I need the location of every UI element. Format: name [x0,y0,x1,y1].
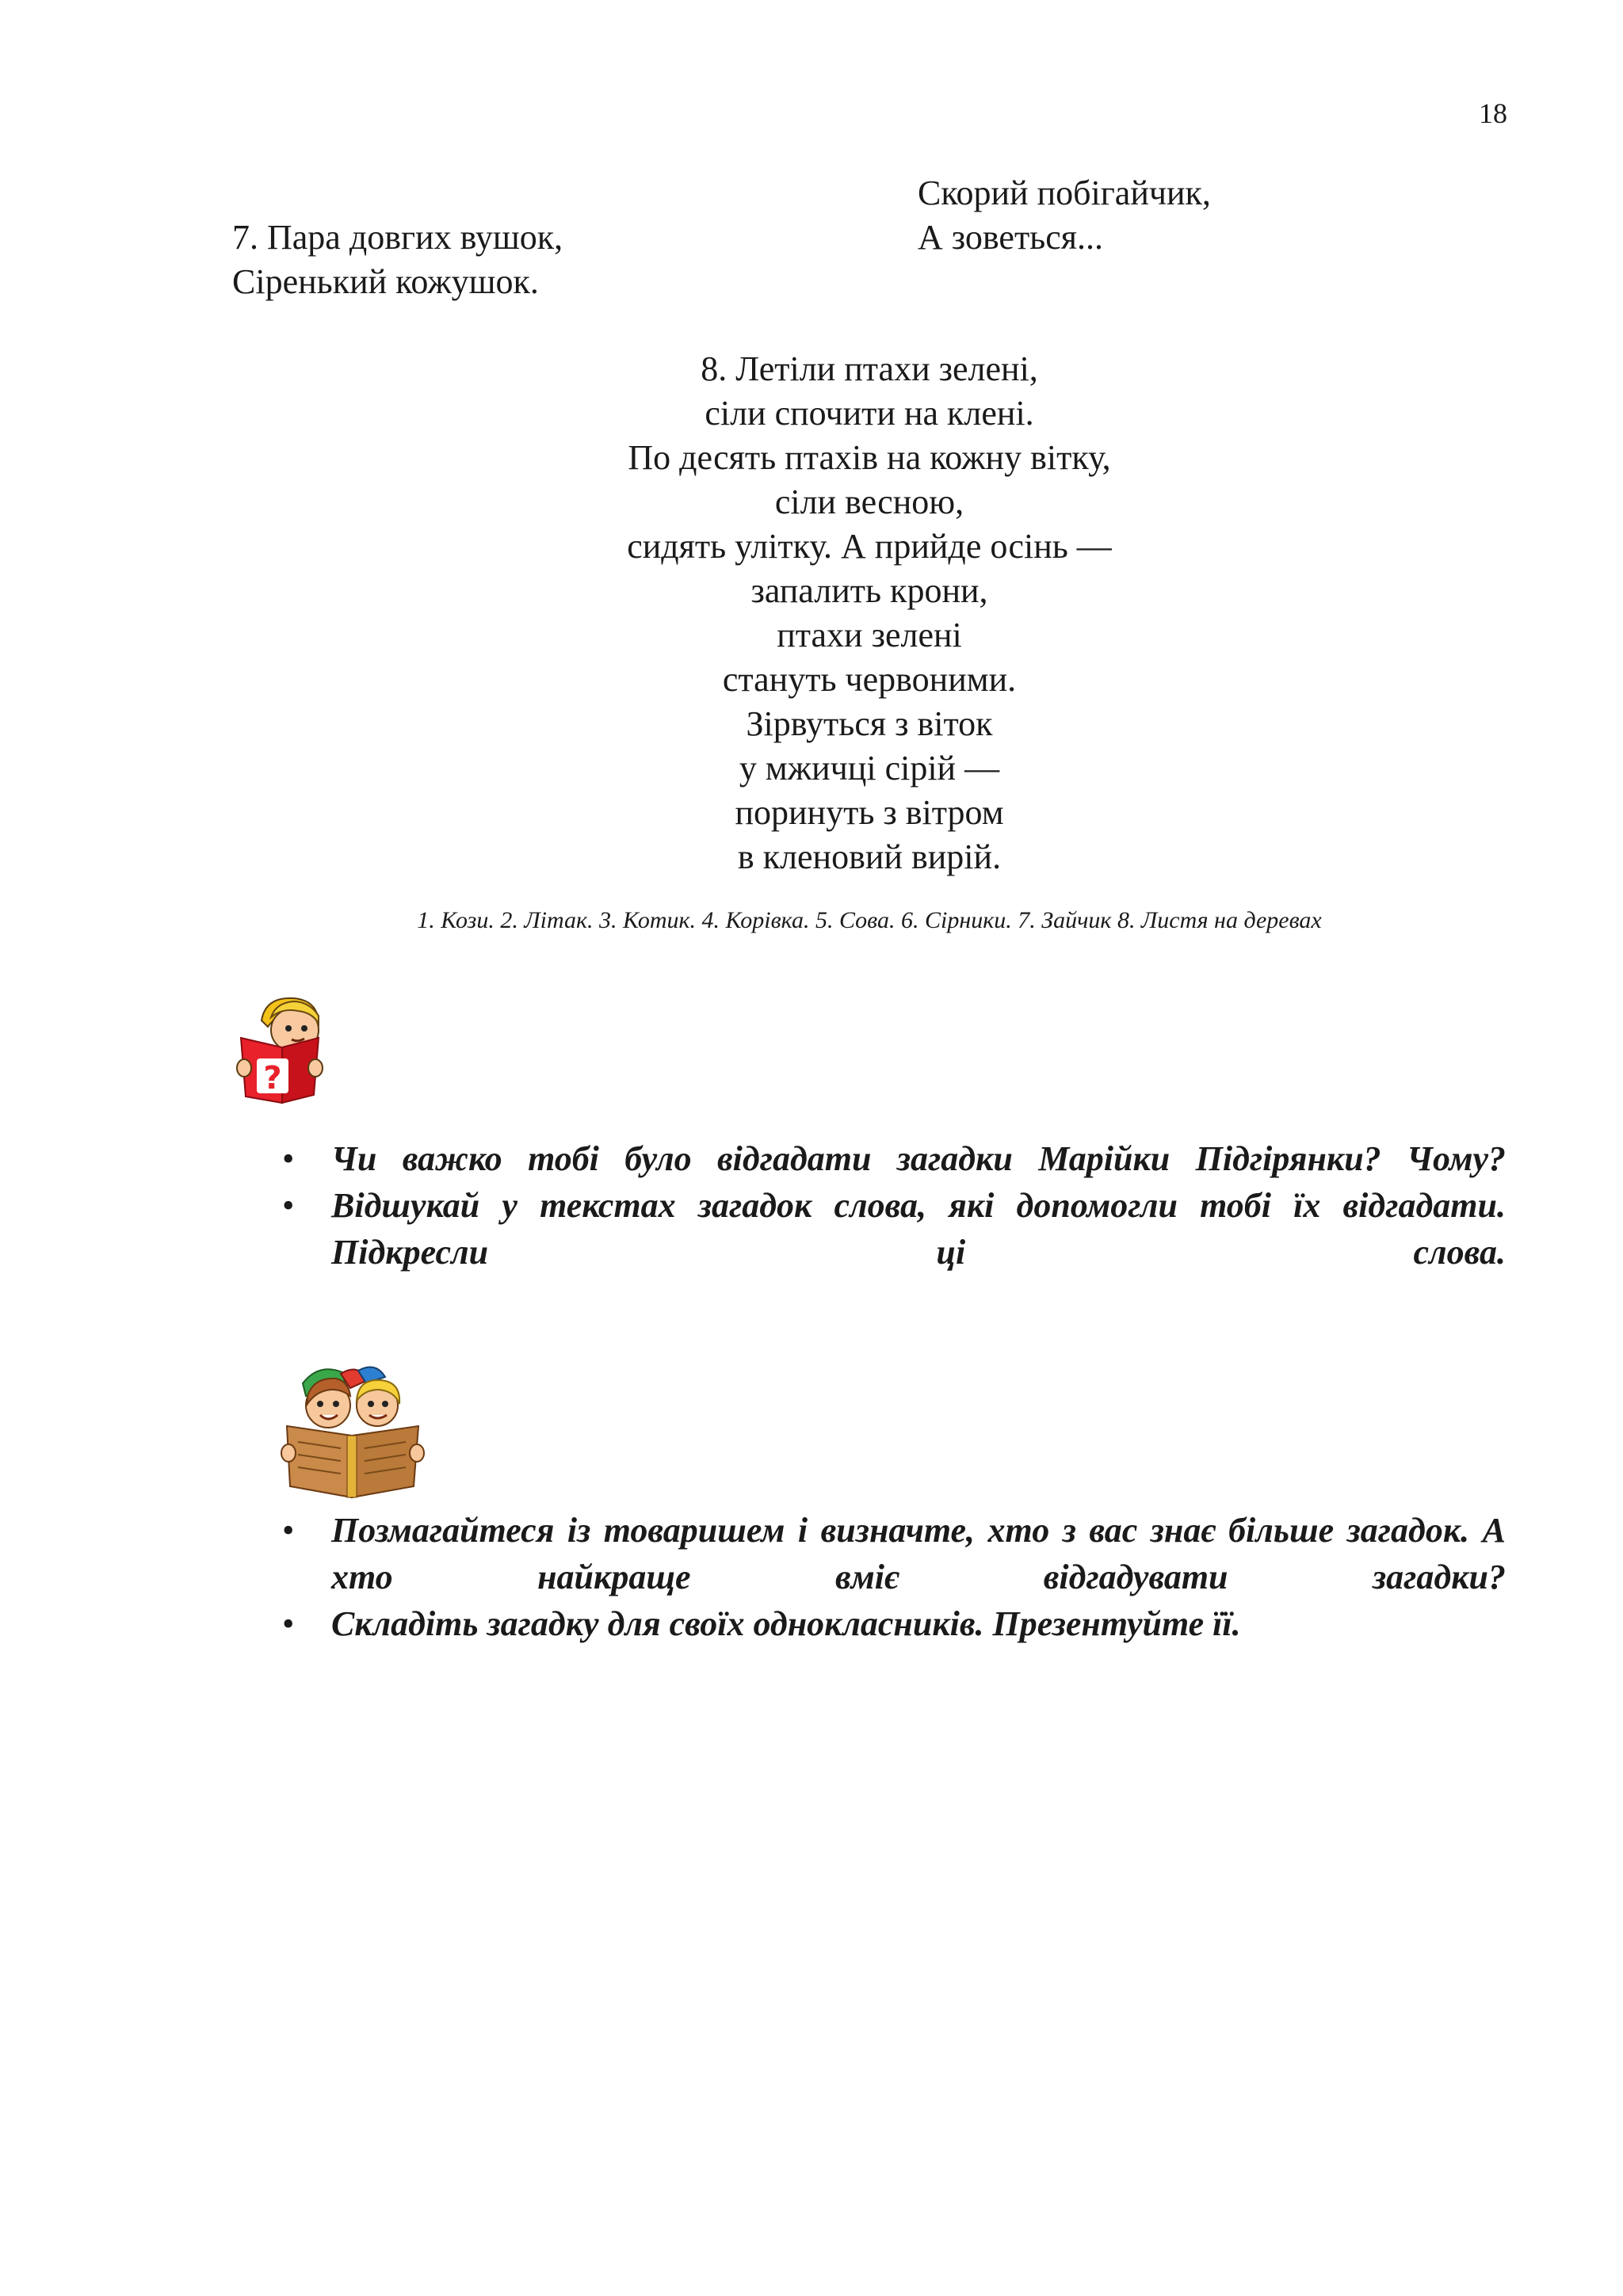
poem-line: запалить крони, [750,571,988,610]
bullet: • [282,1604,295,1643]
task-item [269,1182,1506,1276]
poem-line: сіли спочити на клені. [705,394,1034,433]
riddle-7-continuation [918,171,1211,260]
poem-line: Сіренький кожушок. [232,262,539,301]
task-list-2 [269,1507,1506,1647]
poem-line: 8. Летіли птахи зелені, [701,349,1038,388]
poem-line: поринуть з вітром [735,793,1004,832]
task-list-1 [269,1135,1506,1276]
riddle-answers: 1. Кози. 2. Літак. 3. Котик. 4. Корівка. 5. Сова. 6. Сірники. 7. Зайчик 8. Листя на деревах [417,907,1322,933]
task-item [269,1600,1506,1647]
poem-line: Скорий побігайчик, [918,174,1211,212]
poem-line: стануть червоними. [722,660,1017,699]
poem-line: Зірвуться з віток [746,704,993,743]
task-text: Чи важко тобі було відгадати загадки Марійки Підгірянки? Чому? [331,1139,1506,1178]
poem-line: у мжичці сірій — [739,749,1000,788]
task-text: Позмагайтеся із товаришем і визначте, хто з вас знає більше загадок. А хто найкраще вміє відгадувати загадки? [331,1511,1506,1596]
page-number: 18 [1479,97,1507,129]
task-text: Відшукай у текстах загадок слова, які допомогли тобі їх відгадати. Підкресли ці слова. [331,1186,1506,1272]
bullet: • [282,1511,295,1550]
poem-line: По десять птахів на кожну вітку, [628,438,1111,477]
kids-reading-book-icon [279,1360,426,1501]
riddle-7 [232,215,563,304]
bullet: • [282,1186,295,1225]
poem-line: сіли весною, [774,482,964,521]
poem-line: сидять улітку. А прийде осінь — [627,527,1112,566]
poem-line: птахи зелені [777,616,962,654]
boy-with-question-book-icon [230,989,341,1108]
poem-line: 7. Пара довгих вушок, [232,218,563,257]
bullet: • [282,1139,295,1178]
task-text: Складіть загадку для своїх однокласників. Презентуйте її. [331,1604,1241,1643]
poem-line: А зоветься... [918,218,1104,257]
riddle-8 [0,347,1623,879]
svg-text:?: ? [263,1060,282,1097]
poem-line: в кленовий вирій. [737,837,1002,876]
task-item [269,1135,1506,1182]
task-item [269,1507,1506,1600]
